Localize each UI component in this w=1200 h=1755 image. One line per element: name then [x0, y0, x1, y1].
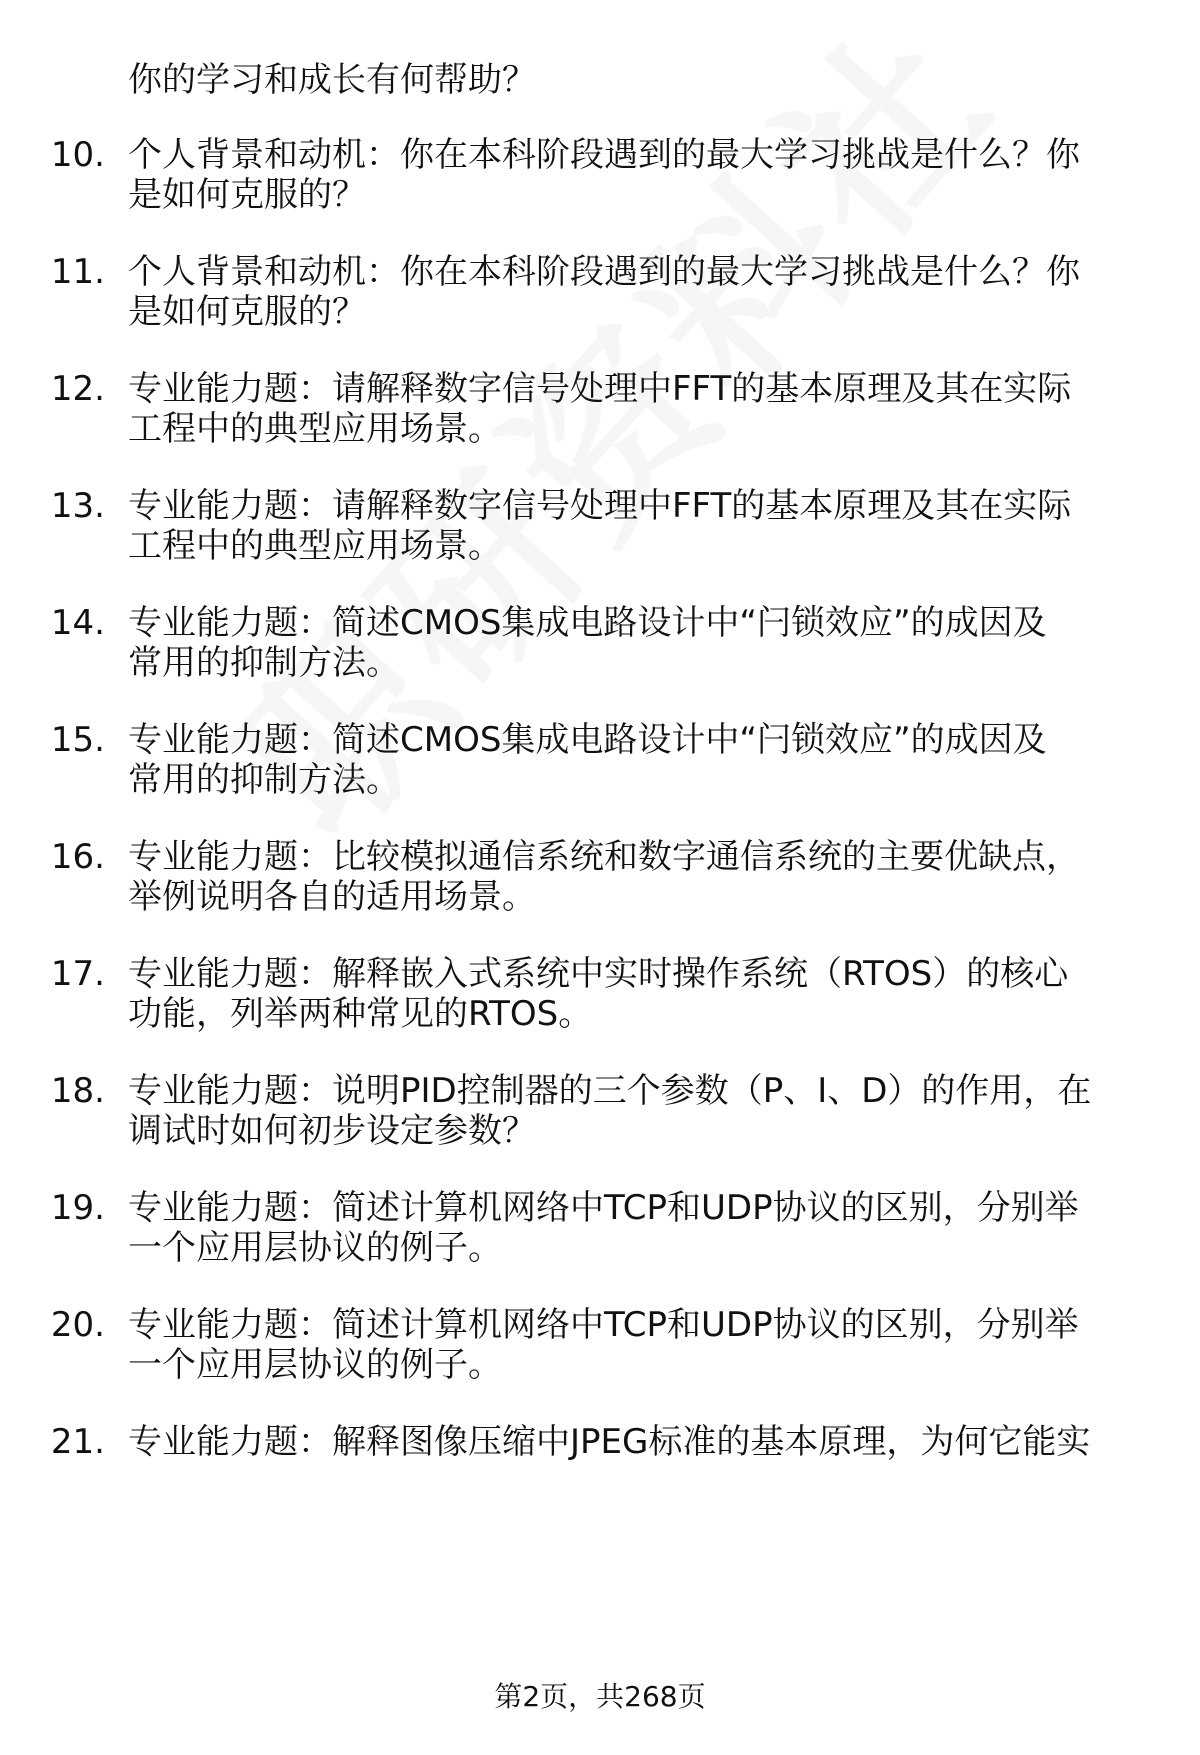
item-line: 工程中的典型应用场景。 [128, 526, 502, 566]
item-text [128, 252, 1180, 332]
item-number: 21. [50, 1422, 105, 1462]
item-line: 常用的抑制方法。 [128, 760, 400, 800]
item-line: 专业能力题：简述CMOS集成电路设计中“闩锁效应”的成因及 [128, 720, 1047, 760]
item-number: 20. [50, 1305, 105, 1345]
item-text [128, 603, 1180, 683]
item-line: 专业能力题：解释嵌入式系统中实时操作系统（RTOS）的核心 [128, 954, 1069, 994]
item-number: 12. [50, 369, 105, 409]
item-number: 17. [50, 954, 105, 994]
item-text [128, 486, 1180, 566]
item-line: 专业能力题：简述CMOS集成电路设计中“闩锁效应”的成因及 [128, 603, 1047, 643]
item-line: 常用的抑制方法。 [128, 643, 400, 683]
item-line: 专业能力题：解释图像压缩中JPEG标准的基本原理，为何它能实 [128, 1422, 1091, 1462]
item-line: 调试时如何初步设定参数？ [128, 1111, 536, 1151]
item-line: 专业能力题：简述计算机网络中TCP和UDP协议的区别，分别举 [128, 1188, 1079, 1228]
item-line: 工程中的典型应用场景。 [128, 409, 502, 449]
item-text [128, 1188, 1180, 1268]
item-number: 11. [50, 252, 105, 292]
item-line: 专业能力题：比较模拟通信系统和数字通信系统的主要优缺点， [128, 837, 1080, 877]
item-text [128, 954, 1180, 1034]
item-number: 18. [50, 1071, 105, 1111]
item-text [128, 720, 1180, 800]
item-text [128, 1305, 1180, 1385]
item-number: 15. [50, 720, 105, 760]
item-line: 一个应用层协议的例子。 [128, 1228, 502, 1268]
item-number: 13. [50, 486, 105, 526]
item-line: 是如何克服的？ [128, 292, 366, 332]
item-line: 专业能力题：简述计算机网络中TCP和UDP协议的区别，分别举 [128, 1305, 1079, 1345]
item-line: 功能，列举两种常见的RTOS。 [128, 994, 593, 1034]
item-number: 19. [50, 1188, 105, 1228]
item-text [128, 135, 1180, 215]
item-line: 一个应用层协议的例子。 [128, 1345, 502, 1385]
item-line: 专业能力题：请解释数字信号处理中FFT的基本原理及其在实际 [128, 486, 1072, 526]
item-number: 10. [50, 135, 105, 175]
item-text [128, 1422, 1180, 1462]
item-line: 举例说明各自的适用场景。 [128, 877, 536, 917]
item-line: 个人背景和动机：你在本科阶段遇到的最大学习挑战是什么？你 [128, 252, 1080, 292]
item-line: 专业能力题：说明PID控制器的三个参数（P、I、D）的作用，在 [128, 1071, 1092, 1111]
continuation-line: 你的学习和成长有何帮助？ [128, 60, 536, 100]
item-text [128, 837, 1180, 917]
item-line: 专业能力题：请解释数字信号处理中FFT的基本原理及其在实际 [128, 369, 1072, 409]
item-number: 16. [50, 837, 105, 877]
item-text [128, 369, 1180, 449]
item-line: 是如何克服的？ [128, 175, 366, 215]
item-text [128, 1071, 1180, 1151]
item-line: 个人背景和动机：你在本科阶段遇到的最大学习挑战是什么？你 [128, 135, 1080, 175]
item-number: 14. [50, 603, 105, 643]
page-footer: 第2页，共268页 [494, 1680, 706, 1713]
